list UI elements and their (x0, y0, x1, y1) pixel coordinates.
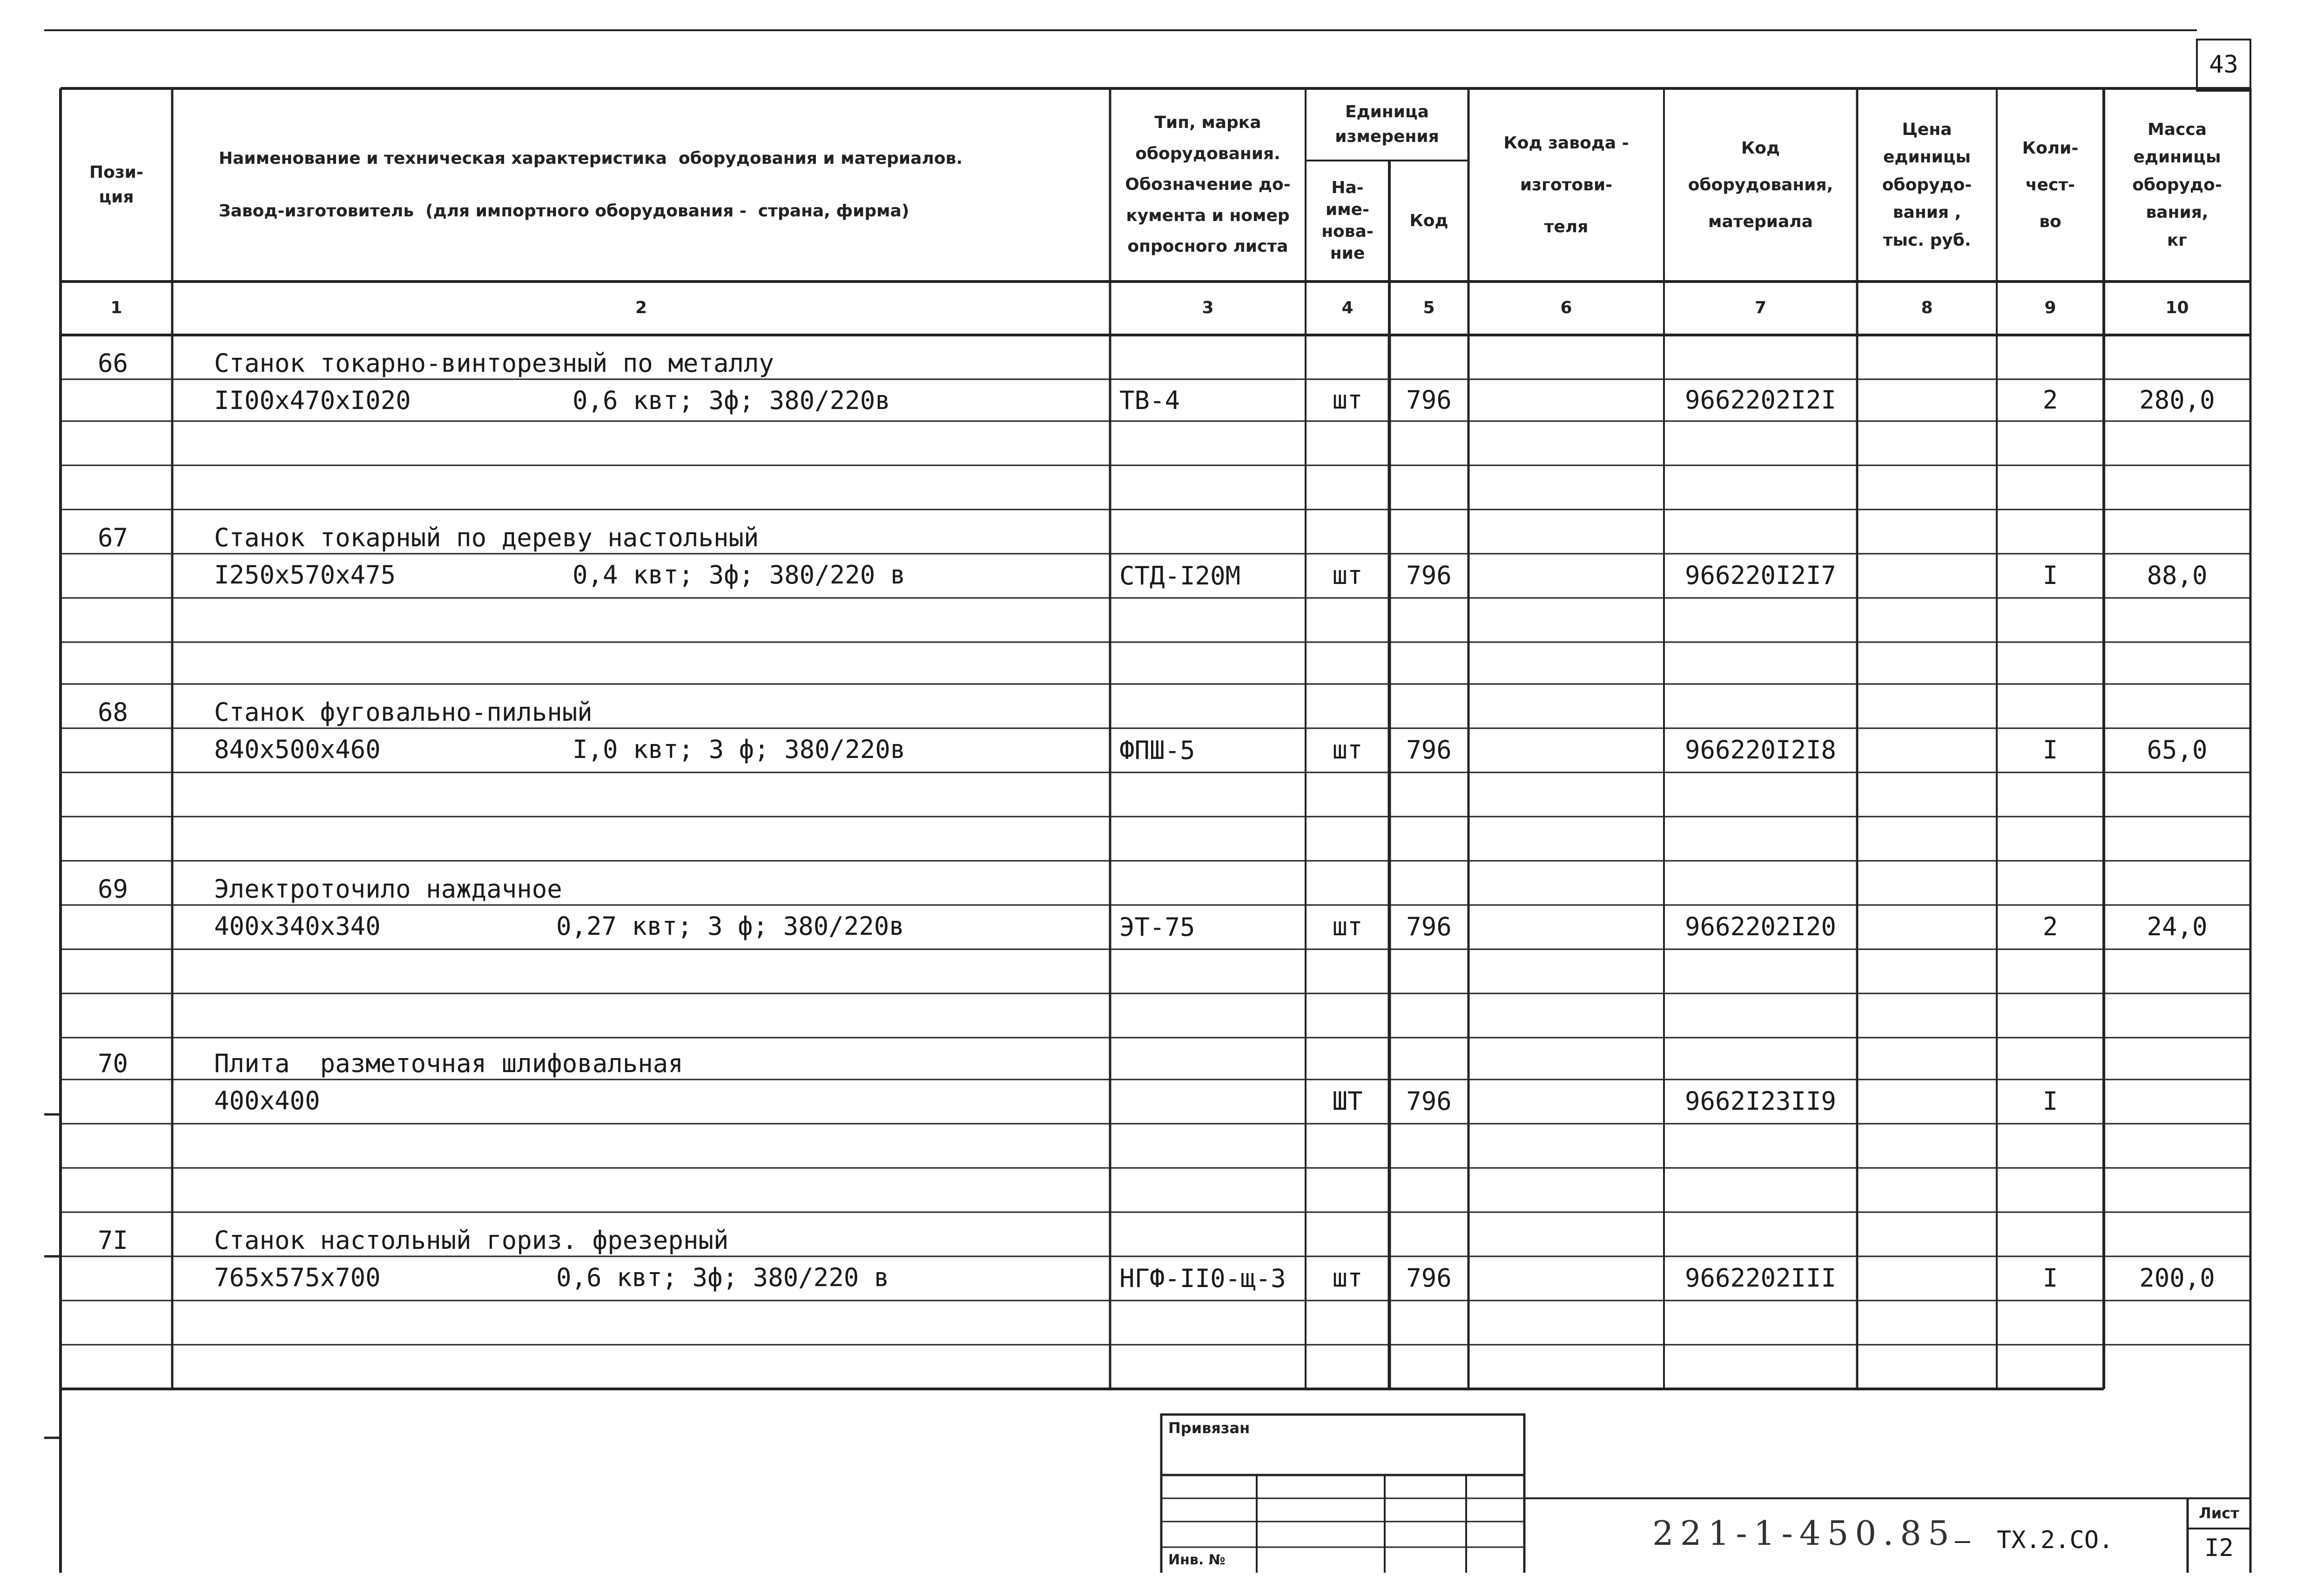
column-number: 2 (635, 298, 647, 318)
item-type: СТД-I20М (1119, 561, 1241, 590)
item-position: 67 (98, 523, 128, 552)
page-number: 43 (2209, 51, 2238, 79)
item-code: 966220I2I8 (1684, 735, 1837, 765)
item-unit-code: 796 (1406, 1263, 1452, 1293)
header-unit-group: Единица измерения (1335, 102, 1439, 146)
header-col8: Цена единицы оборудо- вания , тыс. руб. (1882, 120, 1972, 250)
item-code: 966220I2I7 (1684, 561, 1837, 590)
header-col6: Код завода - изготови- теля (1503, 133, 1629, 236)
item-qty: I (2042, 735, 2058, 765)
column-number: 8 (1921, 298, 1933, 318)
column-number: 5 (1423, 298, 1435, 318)
item-dims: 400x340x340 (214, 911, 381, 941)
item-type: НГФ-II0-щ-3 (1119, 1264, 1286, 1293)
item-qty: 2 (2042, 912, 2058, 942)
item-dims: II00x470xI020 (214, 385, 411, 415)
item-type: ЭТ-75 (1119, 912, 1195, 942)
item-qty: 2 (2042, 385, 2058, 415)
item-unit-code: 796 (1406, 1086, 1452, 1116)
column-number: 6 (1560, 298, 1572, 318)
item-mass: 88,0 (2147, 561, 2208, 590)
item-position: 68 (98, 697, 128, 727)
sheet-label: Лист (2199, 1504, 2239, 1522)
stamp-inv-label: Инв. № (1168, 1552, 1226, 1568)
item-unit-code: 796 (1406, 735, 1452, 765)
item-code: 9662202I2I (1684, 385, 1837, 415)
column-number: 3 (1202, 298, 1214, 318)
item-mass: 200,0 (2139, 1263, 2215, 1293)
item-code: 9662202I20 (1684, 912, 1837, 942)
column-number: 1 (110, 298, 122, 318)
item-type: ТВ-4 (1119, 385, 1180, 415)
item-spec: 0,6 квт; 3ф; 380/220 в (556, 1262, 889, 1292)
item-unit-code: 796 (1406, 912, 1452, 942)
item-unit: шт (1332, 912, 1363, 942)
item-name: Станок токарный по дереву настольный (214, 523, 759, 552)
header-col5: Код (1409, 211, 1448, 230)
column-number: 7 (1754, 298, 1767, 318)
header-col10: Масса единицы оборудо- вания, кг (2132, 120, 2222, 250)
header-col2-line1: Наименование и техническая характеристика оборудования и материалов. (219, 149, 963, 168)
column-number: 4 (1341, 298, 1354, 318)
item-dims: I250x570x475 (214, 560, 396, 590)
header-col9: Коли- чест- во (2022, 138, 2079, 232)
item-unit: шт (1332, 735, 1363, 765)
item-spec: 0,4 квт; 3ф; 380/220 в (572, 560, 906, 590)
header-col1: Пози- ция (89, 163, 143, 207)
item-position: 69 (98, 874, 128, 904)
stamp-privyazan-label: Привязан (1168, 1419, 1250, 1437)
item-dims: 765x575x700 (214, 1262, 381, 1292)
header-col2 (219, 88, 1103, 282)
item-name: Электроточило наждачное (214, 874, 562, 904)
sheet-number: I2 (2204, 1534, 2234, 1562)
item-spec: 0,6 квт; 3ф; 380/220в (572, 385, 890, 415)
item-type: ФПШ-5 (1119, 736, 1195, 765)
item-unit: шт (1332, 1263, 1363, 1293)
item-unit: ШТ (1332, 1086, 1363, 1116)
item-code: 9662I23II9 (1684, 1086, 1837, 1116)
item-qty: I (2042, 1263, 2058, 1293)
header-col4: На- име- нова- ние (1321, 178, 1374, 263)
item-spec: 0,27 квт; 3 ф; 380/220в (556, 911, 904, 941)
stamp-dash: – (1955, 1525, 1970, 1555)
item-position: 66 (98, 348, 128, 378)
item-code: 9662202III (1684, 1263, 1837, 1293)
column-number: 10 (2165, 298, 2189, 318)
item-mass: 65,0 (2147, 735, 2208, 765)
item-unit: шт (1332, 561, 1363, 590)
item-name: Станок фуговально-пильный (214, 697, 593, 727)
item-spec: I,0 квт; 3 ф; 380/220в (572, 734, 906, 764)
item-mass: 24,0 (2147, 912, 2208, 942)
header-col3: Тип, марка оборудования. Обозначение до- кумента и номер опросного листа (1125, 113, 1291, 256)
document-code: 221-1-450.85 (1652, 1514, 1956, 1553)
item-unit-code: 796 (1406, 385, 1452, 415)
item-name: Станок настольный гориз. фрезерный (214, 1225, 729, 1255)
item-position: 7I (98, 1225, 128, 1255)
item-mass: 280,0 (2139, 385, 2215, 415)
item-unit-code: 796 (1406, 561, 1452, 590)
item-dims: 400x400 (214, 1086, 320, 1115)
header-col2-line2: Завод-изготовитель (для импортного оборудования - страна, фирма) (219, 201, 909, 221)
item-name: Станок токарно-винторезный по металлу (214, 348, 774, 378)
column-number: 9 (2044, 298, 2056, 318)
item-name: Плита разметочная шлифовальная (214, 1048, 683, 1078)
item-position: 70 (98, 1048, 128, 1078)
item-qty: I (2042, 1086, 2058, 1116)
item-unit: шт (1332, 385, 1363, 415)
item-qty: I (2042, 561, 2058, 590)
item-dims: 840x500x460 (214, 734, 381, 764)
section-code: ТХ.2.СО. (1997, 1526, 2114, 1554)
header-col7: Код оборудования, материала (1688, 138, 1833, 232)
